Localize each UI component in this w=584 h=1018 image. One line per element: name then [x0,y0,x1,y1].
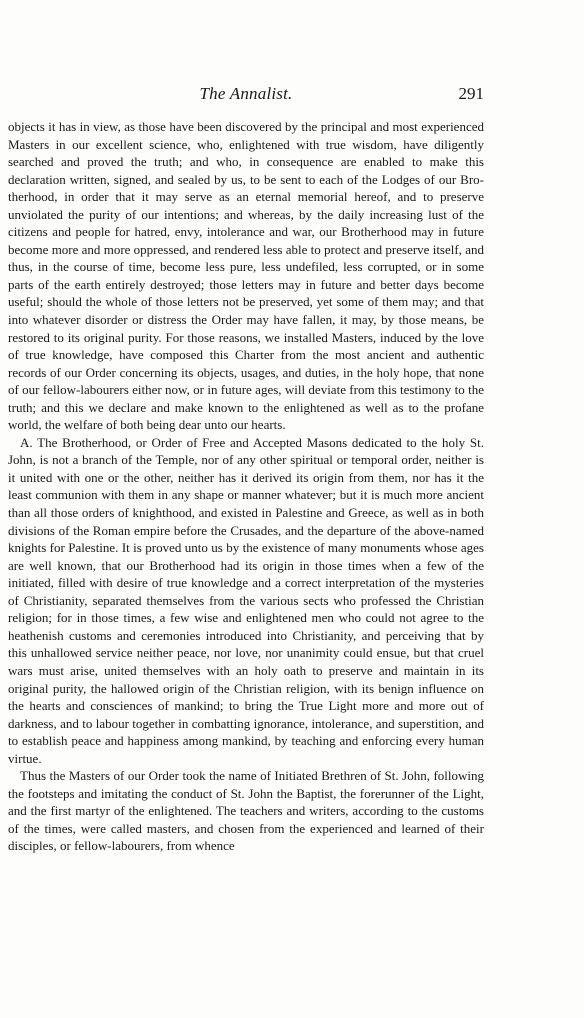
paragraph-initiated-brethren: Thus the Masters of our Order took the name of Initiated Brethren of St. John, following the footsteps and imitating the conduct of St. John the Baptist, the forerunner of the Light, and the first martyr of the enlightened. The teachers and writers, according to the customs of the times, were called masters, and chosen from the experienced and learned of their disciples, or fellow-labourers, from whence [8,768,484,854]
running-title: The Annalist. [199,84,293,103]
page-number: 291 [458,84,484,103]
body-text [8,118,484,855]
paragraph-continuation: objects it has in view, as those have been discovered by the principal and most experienced Masters in our excellent science, who, enlightened with true wisdom, have diligently searched and proved the truth; and who, in consequence are enabled to make this declaration written, signed, and sealed by us, to be sent to each of the Lodges of our Brotherhood, in order that it may serve as an eternal memorial hereof, and to preserve unviolated the purity of our intentions; and whereas, by the daily increasing lust of the citizens and people for hatred, envy, intolerance and war, our Brotherhood may in future become more and more oppressed, and rendered less able to protect and preserve itself, and thus, in the course of time, become less pure, less undefiled, less corrupted, or in some parts of the earth entirely destroyed; those letters may in future and better days become useful; should the whole of those letters not be preserved, yet some of them may; and that into whatever disorder or distress the Order may have fallen, it may, by those means, be restored to its original purity. For those reasons, we installed Masters, induced by the love of true knowledge, have composed this Charter from the most ancient and authentic records of our Order concerning its objects, usages, and duties, in the holy hope, that none of our fellow-labourers either now, or in future ages, will deviate from this testimony to the truth; and this we declare and make known to the enlightened as well as to the profane world, the welfare of both being dear unto our hearts. [8,119,484,433]
running-head [8,84,484,110]
paragraph-section-a: A. The Brotherhood, or Order of Free and Accepted Masons dedicated to the holy St. John, is not a branch of the Temple, nor of any other spiritual or temporal order, neither is it united with one or the other, neither has it derived its origin from them, nor has it the least communion with them in any shape or manner whatever; but it is much more ancient than all those orders of knighthood, and existed in Palestine and Greece, as well as in both divisions of the Roman empire before the Crusades, and the departure of the above-named knights for Palestine. It is proved unto us by the existence of many monuments whose ages are well known, that our Brotherhood had its origin in those times when a few of the initiated, filled with desire of true knowledge and a correct interpretation of the mysteries of Christianity, separated themselves from the various sects who professed the Christian religion; for in those times, a few wise and enlightened men who could not agree to the heathenish customs and ceremonies introduced into Christianity, and perceiving that by this unhallowed service neither peace, nor love, nor unanimity could ensue, but that cruel wars must arise, united themselves with an holy oath to preserve and maintain in its original purity, the hallowed origin of the Christian religion, with its benign influence on the hearts and consciences of mankind; to bring the True Light more and more out of darkness, and to labour together in combatting ignorance, intolerance, and superstition, and to establish peace and happiness among mankind, by teaching and enforcing every human virtue. [8,434,484,766]
